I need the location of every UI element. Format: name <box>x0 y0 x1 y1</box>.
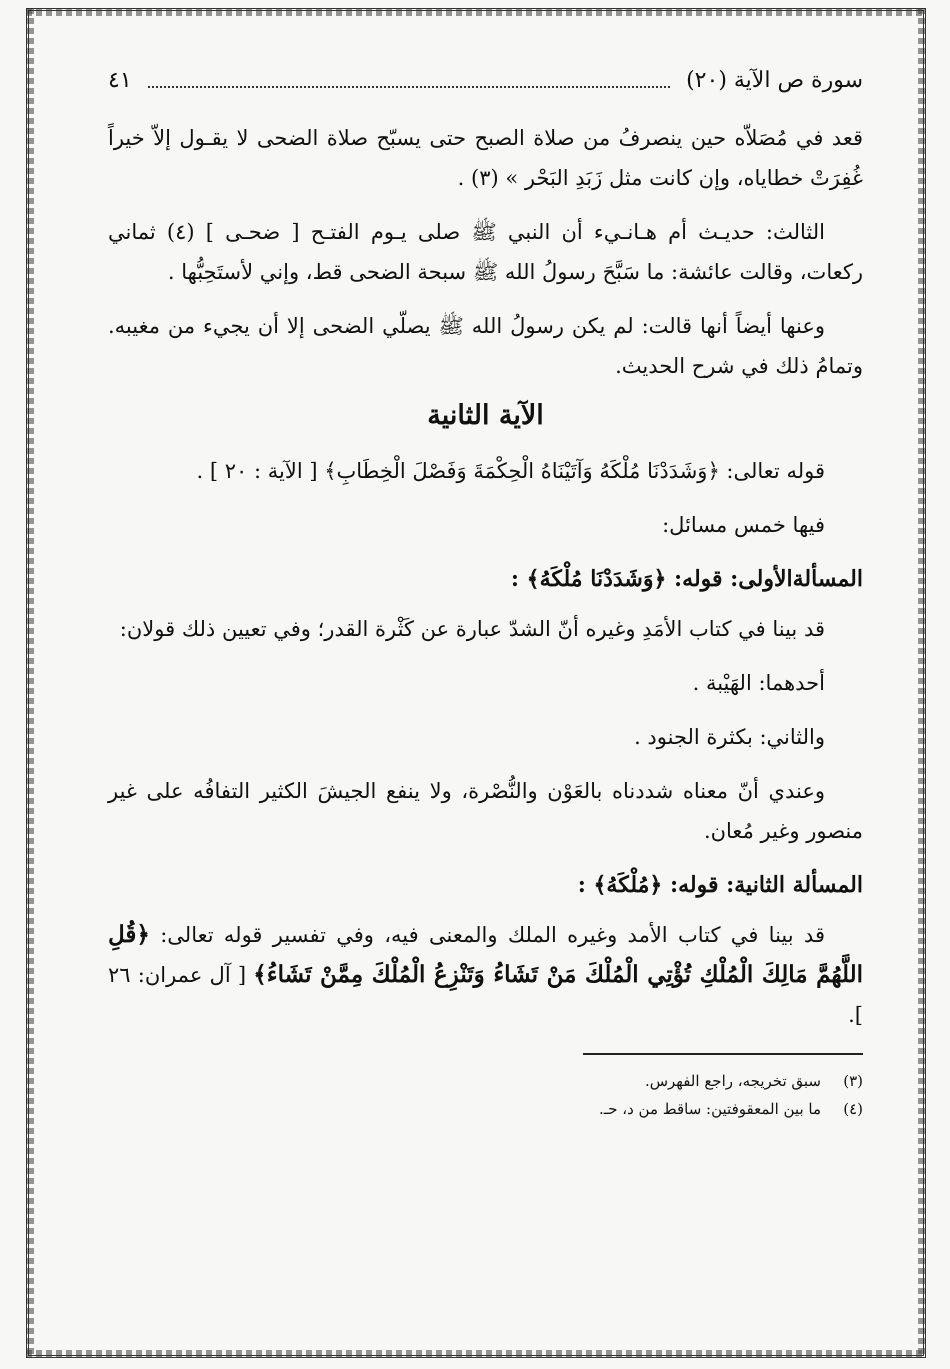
page-content <box>108 60 863 1123</box>
issues-count: فيها خمس مسائل: <box>662 513 825 537</box>
paragraph: قعد في مُصَلاّه حين ينصرفُ من صلاة الصبح حتى يسبّح صلاة الضحى لا يقـول إلاّ خيراً غُفِرَتْ خطاياه، وإن كانت مثل زَبَدِ البَحْر » (٣) . <box>108 126 863 190</box>
paragraph: أحدهما: الهَيْبة . <box>692 671 825 695</box>
paragraph: وعندي أنّ معناه شددناه بالعَوْن والنُّصْرة، ولا ينفع الجيشَ الكثير التفافُه على غير منصور وغير مُعان. <box>108 779 863 843</box>
quran-verse: ﴿قُلِ اللَّهُمَّ مَالِكَ الْمُلْكِ تُؤْتِي الْمُلْكَ مَنْ تَشَاءُ وَتَنْزِعُ الْمُلْكَ مِمَّنْ تَشَاءُ﴾ <box>108 921 863 988</box>
section-title: الآية الثانية <box>427 400 544 431</box>
footnote <box>108 1095 863 1123</box>
paragraph: الثالث: حديـث أم هـانـيء أن النبي ﷺ صلى يـوم الفتـح [ ضحـى ] (٤) ثماني ركعات، وقالت عائشة: ما سَبَّحَ رسولُ الله ﷺ سبحة الضحى قط، وإني لأستَحِبُّها . <box>108 220 863 284</box>
header-dots <box>148 72 670 88</box>
footnote-number: (٤) <box>843 1100 863 1118</box>
footnote-number: (٣) <box>843 1072 863 1090</box>
page-number: ٤١ <box>108 67 132 93</box>
running-header <box>108 60 863 100</box>
footnote-text: ما بين المعقوفتين: ساقط من د، حـ. <box>599 1100 821 1118</box>
paragraph-text: قد بينا في كتاب الأمد وغيره الملك والمعنى فيه، وفي تفسير قوله تعالى: <box>149 923 825 947</box>
footnote-text: سبق تخريجه، راجع الفهرس. <box>644 1072 821 1090</box>
paragraph: والثاني: بكثرة الجنود . <box>634 725 825 749</box>
issue-heading: المسألةالأولى: قوله: ﴿وَشَدَدْنَا مُلْكَهُ﴾ : <box>510 566 863 592</box>
footnote-rule <box>583 1053 863 1055</box>
paragraph: قد بينا في كتاب الأمَدِ وغيره أنّ الشدّ عبارة عن كَثْرة القدر؛ وفي تعيين ذلك قولان: <box>119 617 825 641</box>
paragraph <box>108 915 863 1035</box>
surah-title: سورة ص الآية (٢٠) <box>686 67 863 93</box>
issue-heading: المسألة الثانية: قوله: ﴿مُلْكَهُ﴾ : <box>577 872 863 898</box>
footnote <box>108 1067 863 1095</box>
footnotes <box>108 1053 863 1123</box>
paragraph: وعنها أيضاً أنها قالت: لم يكن رسولُ الله ﷺ يصلّي الضحى إلا أن يجيء من مغيبه. وتمامُ ذلك في شرح الحديث. <box>108 314 863 378</box>
paragraph-text: [ آل عمران: ٢٦ ]. <box>108 963 863 1027</box>
verse-intro: قوله تعالى: ﴿وَشَدَدْنَا مُلْكَهُ وَآتَيْنَاهُ الْحِكْمَةَ وَفَصْلَ الْخِطَابِ﴾ [ الآية : ٢٠ ] . <box>196 459 825 483</box>
